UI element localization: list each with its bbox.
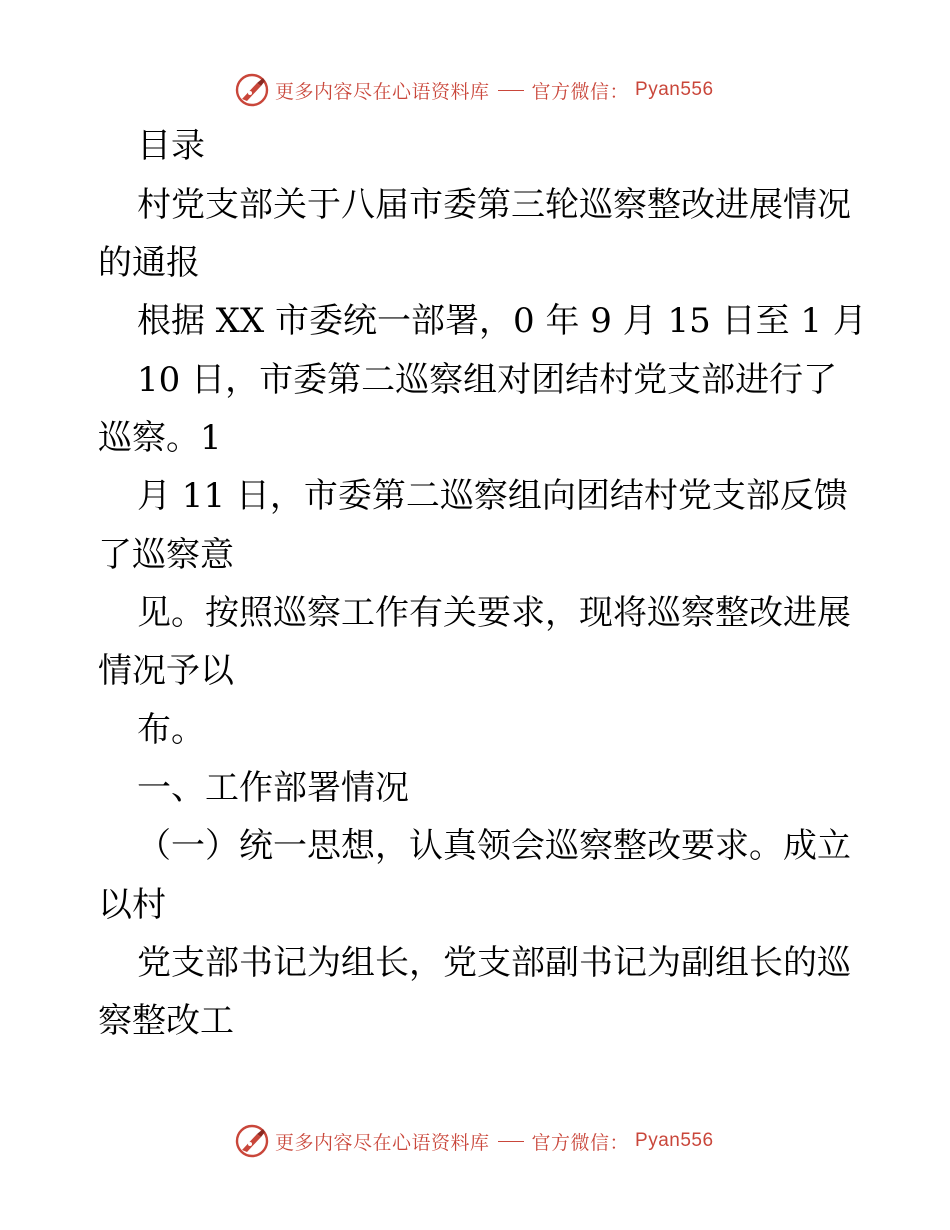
pen-logo-icon (235, 1124, 269, 1158)
paragraph-line: 月 11 日，市委第二巡察组向团结村党支部反馈 (137, 476, 848, 516)
section-heading: 一、工作部署情况 (137, 768, 409, 808)
wechat-label: 官方微信： (531, 80, 630, 103)
toc-heading: 目录 (137, 126, 205, 166)
paragraph-line: 党支部书记为组长，党支部副书记为副组长的巡 (137, 943, 851, 983)
watermark-dash (498, 1141, 524, 1142)
watermark-text: 更多内容尽在心语资料库 (275, 80, 490, 103)
paragraph-line: 情况予以 (98, 651, 234, 691)
wechat-id: Pyan556 (635, 1130, 714, 1151)
paragraph-line: 布。 (137, 710, 205, 750)
title-line: 村党支部关于八届市委第三轮巡察整改进展情况 (137, 185, 851, 225)
wechat-id: Pyan556 (635, 79, 714, 100)
paragraph-line: 10 日，市委第二巡察组对团结村党支部进行了 (137, 360, 838, 400)
paragraph-line: 了巡察意 (98, 535, 234, 575)
watermark-text: 更多内容尽在心语资料库 (275, 1131, 490, 1154)
paragraph-line: 根据 XX 市委统一部署，0 年 9 月 15 日至 1 月 (137, 301, 867, 341)
paragraph-line: 见。按照巡察工作有关要求，现将巡察整改进展 (137, 593, 851, 633)
footer-watermark (235, 1123, 714, 1159)
wechat-label: 官方微信： (531, 1131, 630, 1154)
paragraph-line: 以村 (98, 885, 166, 925)
paragraph-line: 察整改工 (98, 1001, 234, 1041)
paragraph-line: （一）统一思想，认真领会巡察整改要求。成立 (137, 826, 851, 866)
paragraph-line: 巡察。1 (98, 418, 222, 458)
title-line: 的通报 (98, 243, 200, 283)
